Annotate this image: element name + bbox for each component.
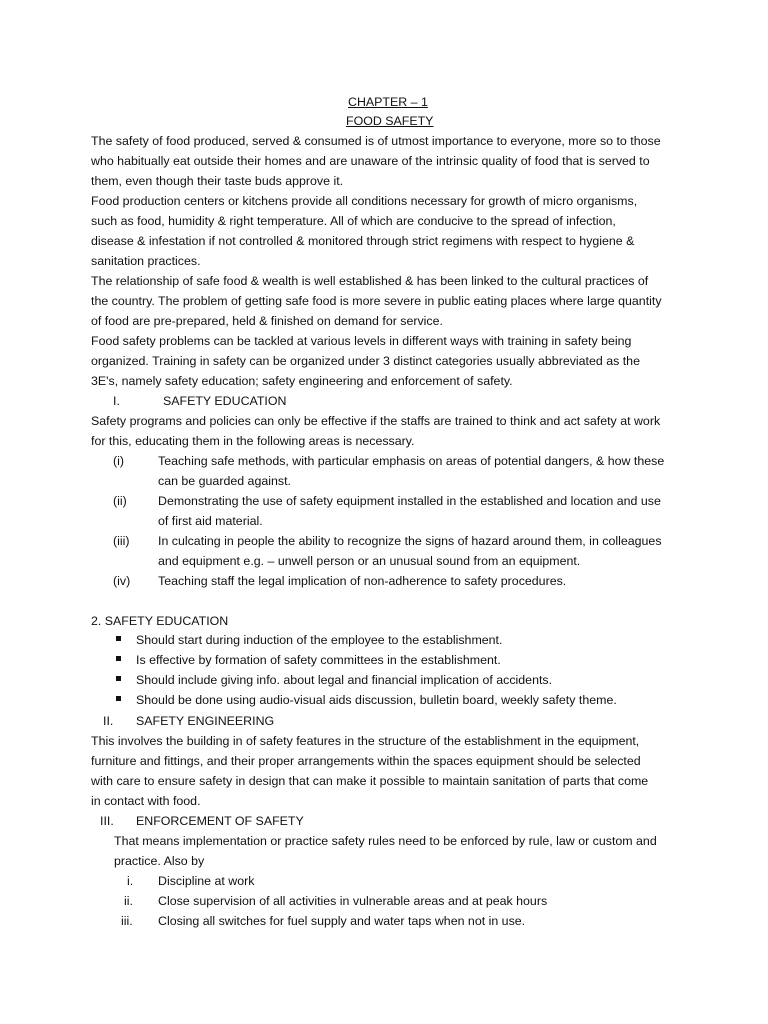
intro-line: them, even though their taste buds approve it. xyxy=(91,174,344,188)
bullet-icon xyxy=(116,696,121,701)
section-number: III. xyxy=(100,814,114,828)
page-title: FOOD SAFETY xyxy=(346,114,434,128)
section-heading: 2. SAFETY EDUCATION xyxy=(91,614,229,628)
intro-line: 3E's, namely safety education; safety engineering and enforcement of safety. xyxy=(91,374,513,388)
intro-line: The relationship of safe food & wealth is well established & has been linked to the cultural practices of xyxy=(91,274,649,288)
list-item-text: can be guarded against. xyxy=(158,474,291,488)
bullet-text: Should be done using audio-visual aids discussion, bulletin board, weekly safety theme. xyxy=(136,693,617,707)
section-paragraph-line: Safety programs and policies can only be effective if the staffs are trained to think and act safety at work xyxy=(91,414,661,428)
intro-line: sanitation practices. xyxy=(91,254,201,268)
intro-line: Food safety problems can be tackled at various levels in different ways with training in safety being xyxy=(91,334,632,348)
list-item-text: Demonstrating the use of safety equipment installed in the established and location and use xyxy=(158,494,661,508)
bullet-text: Is effective by formation of safety committees in the establishment. xyxy=(136,653,501,667)
intro-line: Food production centers or kitchens provide all conditions necessary for growth of micro organisms, xyxy=(91,194,638,208)
section-number: II. xyxy=(103,714,114,728)
section-paragraph-line: for this, educating them in the following areas is necessary. xyxy=(91,434,415,448)
list-item-text: of first aid material. xyxy=(158,514,263,528)
list-item-number: (i) xyxy=(113,454,125,468)
section-paragraph-line: That means implementation or practice safety rules need to be enforced by rule, law or custom and xyxy=(114,834,657,848)
list-item-text: Discipline at work xyxy=(158,874,255,888)
intro-line: disease & infestation if not controlled & monitored through strict regimens with respect to hygiene & xyxy=(91,234,635,248)
intro-line: of food are pre-prepared, held & finished on demand for service. xyxy=(91,314,443,328)
section-paragraph-line: This involves the building in of safety features in the structure of the establishment in the equipment, xyxy=(91,734,640,748)
section-paragraph-line: practice. Also by xyxy=(114,854,205,868)
intro-line: such as food, humidity & right temperature. All of which are conducive to the spread of infection, xyxy=(91,214,616,228)
intro-line: The safety of food produced, served & consumed is of utmost importance to everyone, more so to those xyxy=(91,134,661,148)
list-item-number: iii. xyxy=(121,914,133,928)
list-item-text: In culcating in people the ability to recognize the signs of hazard around them, in colleagues xyxy=(158,534,662,548)
list-item-text: Teaching staff the legal implication of non-adherence to safety procedures. xyxy=(158,574,567,588)
list-item-text: and equipment e.g. – unwell person or an unusual sound from an equipment. xyxy=(158,554,581,568)
intro-line: who habitually eat outside their homes and are unaware of the intrinsic quality of food that is served to xyxy=(91,154,650,168)
list-item-text: Closing all switches for fuel supply and water taps when not in use. xyxy=(158,914,526,928)
bullet-icon xyxy=(116,676,121,681)
bullet-icon xyxy=(116,656,121,661)
list-item-number: (iv) xyxy=(113,574,131,588)
section-heading: SAFETY EDUCATION xyxy=(163,394,287,408)
section-number: I. xyxy=(113,394,120,408)
bullet-text: Should start during induction of the employee to the establishment. xyxy=(136,633,503,647)
intro-line: organized. Training in safety can be organized under 3 distinct categories usually abbreviated as the xyxy=(91,354,640,368)
section-paragraph-line: in contact with food. xyxy=(91,794,201,808)
list-item-text: Close supervision of all activities in vulnerable areas and at peak hours xyxy=(158,894,548,908)
section-paragraph-line: with care to ensure safety in design that can make it possible to maintain sanitation of parts that come xyxy=(91,774,649,788)
section-heading: SAFETY ENGINEERING xyxy=(136,714,275,728)
chapter-heading: CHAPTER – 1 xyxy=(348,95,428,109)
section-heading: ENFORCEMENT OF SAFETY xyxy=(136,814,304,828)
bullet-text: Should include giving info. about legal and financial implication of accidents. xyxy=(136,673,553,687)
list-item-number: ii. xyxy=(124,894,133,908)
list-item-text: Teaching safe methods, with particular emphasis on areas of potential dangers, & how these xyxy=(158,454,665,468)
list-item-number: (ii) xyxy=(113,494,127,508)
list-item-number: (iii) xyxy=(113,534,130,548)
bullet-icon xyxy=(116,636,121,641)
intro-line: the country. The problem of getting safe food is more severe in public eating places where large quantity xyxy=(91,294,662,308)
list-item-number: i. xyxy=(127,874,134,888)
section-paragraph-line: furniture and fittings, and their proper arrangements within the spaces equipment should be selected xyxy=(91,754,641,768)
